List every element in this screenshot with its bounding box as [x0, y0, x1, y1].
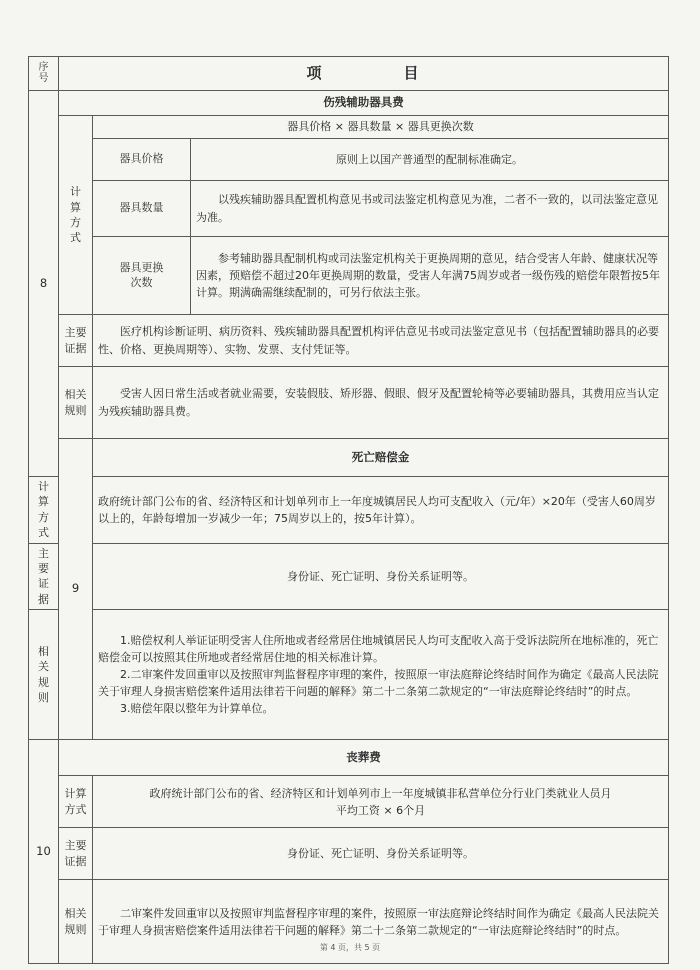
item8-rules-label: 相关 规则 — [59, 367, 93, 439]
item10-rules-label: 相关 规则 — [59, 880, 93, 964]
item9-rules-row — [29, 610, 669, 740]
item9-evidence-label: 主要 证据 — [29, 543, 59, 610]
item8-section-row — [29, 91, 669, 116]
item10-evidence: 身份证、死亡证明、身份关系证明等。 — [93, 828, 669, 880]
item10-rules: 二审案件发回重审以及按照审判监督程序审理的案件，按照原一审法庭辩论终结时间作为确定《最高人民法院关于审理人身损害赔偿案件适用法律若干问题的解释》第二十二条第二款规定的“一审法庭辩论终结时”的时点。 — [93, 880, 669, 964]
item9-calc-row — [29, 477, 669, 544]
item9-rules-label: 相关 规则 — [29, 610, 59, 740]
item9-rule-2: 2.二审案件发回重审以及按照审判监督程序审理的案件，按照原一审法庭辩论终结时间作为确定《最高人民法院关于审理人身损害赔偿案件适用法律若干问题的解释》第二十二条第二款规定的“一审法庭辩论终结时”的时点。 — [98, 668, 659, 699]
item9-evidence-row — [29, 543, 669, 610]
item8-formula-row — [29, 116, 669, 139]
item9-section-title: 死亡赔偿金 — [93, 439, 669, 477]
item10-section-row — [29, 740, 669, 776]
item10-section-title: 丧葬费 — [59, 740, 669, 776]
item10-evidence-row — [29, 828, 669, 880]
item8-quantity-row — [29, 181, 669, 237]
item8-quantity-label: 器具数量 — [93, 181, 191, 237]
table-header-row — [29, 57, 669, 91]
item8-evidence-label: 主要 证据 — [59, 315, 93, 367]
item9-rules — [93, 610, 669, 740]
item9-rule-3: 3.赔偿年限以整年为计算单位。 — [120, 702, 274, 716]
item8-replace-text: 参考辅助器具配制机构或司法鉴定机构关于更换周期的意见，结合受害人年龄、健康状况等因素，预赔偿不超过20年更换周期的数量，受害人年满75周岁或者一级伤残的赔偿年限暂按5年计算。期满确需继续配制的，可另行依法主张。 — [191, 237, 669, 315]
item9-seq: 9 — [59, 439, 93, 740]
item8-section-title: 伤残辅助器具费 — [59, 91, 669, 116]
page-footer: 第 4 页，共 5 页 — [319, 943, 381, 952]
item8-calc-label: 计 算 方 式 — [59, 116, 93, 315]
item10-evidence-label: 主要 证据 — [59, 828, 93, 880]
item8-evidence: 医疗机构诊断证明、病历资料、残疾辅助器具配置机构评估意见书或司法鉴定意见书（包括配置辅助器具的必要性、价格、更换周期等）、实物、发票、支付凭证等。 — [93, 315, 669, 367]
item9-rule-1: 1.赔偿权利人举证证明受害人住所地或者经常居住地城镇居民人均可支配收入高于受诉法院所在地标准的，死亡赔偿金可以按照其住所地或者经常居住地的相关标准计算。 — [98, 634, 659, 665]
item9-calc: 政府统计部门公布的省、经济特区和计划单列市上一年度城镇居民人均可支配收入（元/年）×20年（受害人60周岁以上的，年龄每增加一岁减少一年；75周岁以上的，按5年计算）。 — [93, 477, 669, 544]
item9-evidence: 身份证、死亡证明、身份关系证明等。 — [93, 543, 669, 610]
item10-calc: 政府统计部门公布的省、经济特区和计划单列市上一年度城镇非私营单位分行业门类就业人员月 平均工资 × 6个月 — [93, 776, 669, 828]
item8-evidence-row — [29, 315, 669, 367]
item8-replace-row — [29, 237, 669, 315]
item10-calc-label: 计算 方式 — [59, 776, 93, 828]
item8-seq: 8 — [29, 91, 59, 477]
item8-quantity-text: 以残疾辅助器具配置机构意见书或司法鉴定机构意见为准，二者不一致的，以司法鉴定意见为准。 — [191, 181, 669, 237]
item9-section-row — [29, 439, 669, 477]
table-title: 项 目 — [59, 57, 669, 91]
seq-header: 序 号 — [29, 57, 59, 91]
item8-price-row — [29, 139, 669, 181]
compensation-table — [28, 56, 669, 964]
item8-rules-row — [29, 367, 669, 439]
item8-rules: 受害人因日常生活或者就业需要，安装假肢、矫形器、假眼、假牙及配置轮椅等必要辅助器具，其费用应当认定为残疾辅助器具费。 — [93, 367, 669, 439]
item8-price-label: 器具价格 — [93, 139, 191, 181]
item8-replace-label: 器具更换 次数 — [93, 237, 191, 315]
item9-calc-label: 计算 方式 — [29, 477, 59, 544]
item8-formula: 器具价格 × 器具数量 × 器具更换次数 — [93, 116, 669, 139]
item10-calc-row — [29, 776, 669, 828]
item8-price-text: 原则上以国产普通型的配制标准确定。 — [191, 139, 669, 181]
item10-seq: 10 — [29, 740, 59, 964]
